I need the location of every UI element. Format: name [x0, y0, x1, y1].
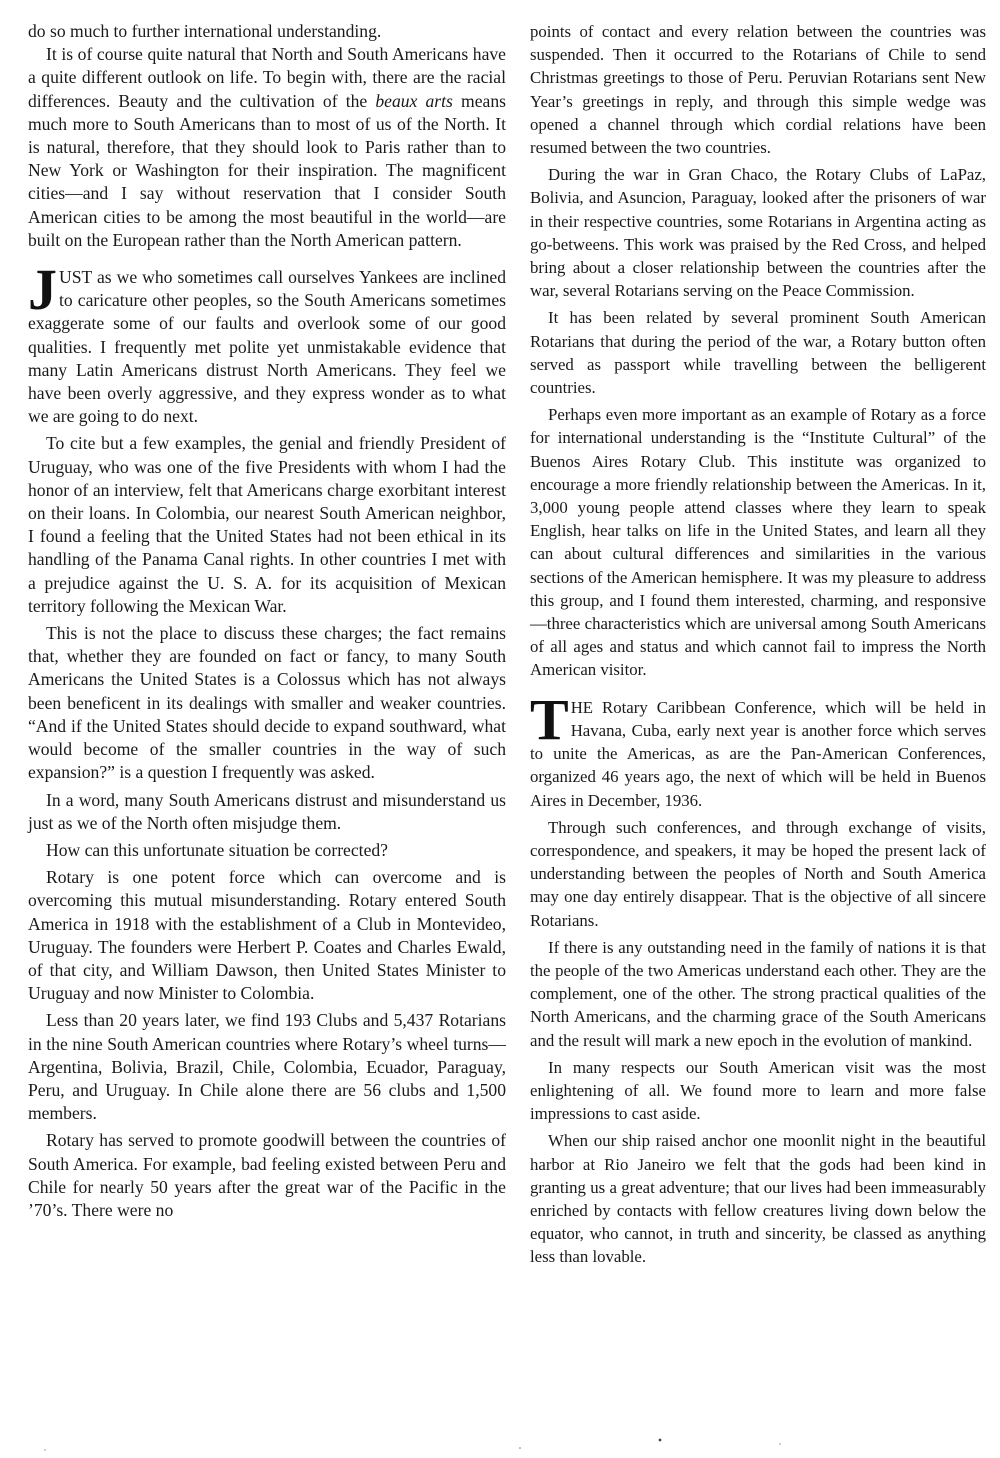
- paragraph: This is not the place to discuss these charges; the fact remains that, whether they are founded on fact or fancy, to many South Americans the United States is a Colossus which has not always been beneficent in its dealings with smaller and weaker countries. “And if the United States should decide to expand southward, what would become of the smaller countries in the way of such expansion?” is a question I frequently was asked.: [28, 623, 506, 783]
- paragraph: When our ship raised anchor one moonlit night in the beautiful harbor at Rio Janeiro we felt that the gods had been kind in granting us a great adventure; that our lives had been immeasurably enriched by contacts with fellow creatures living down below the equator, who cannot, in truth and sincerity, be classed as anything less than lovable.: [530, 1131, 986, 1267]
- right-column: [530, 20, 986, 1269]
- paragraph: To cite but a few examples, the genial and friendly President of Uruguay, who was one of the five Presidents with whom I had the honor of an interview, felt that Americans charge exorbitant interest on their loans. In Colombia, our nearest South American neighbor, I found a feeling that the United States had not been ethical in its handling of the Panama Canal rights. In other countries I met with a prejudice against the U. S. A. for its acquisition of Mexican territory following the Mexican War.: [28, 433, 506, 616]
- text-run: UST as we who sometimes call ourselves Yankees are inclined to caricature other peoples, so the South Americans sometimes exaggerate some of our faults and overlook some of our good qualities. I frequently met polite yet unmistakable evidence that many Latin Americans distrust North Americans. They feel we have been overly aggressive, and they express wonder as to what we are going to do next.: [28, 267, 506, 427]
- drop-cap: T: [530, 686, 569, 752]
- paragraph: It has been related by several prominent South American Rotarians that during the period of the war, a Rotary button often served as passport while travelling between the belligerent countries.: [530, 308, 986, 398]
- text-run: It is of course quite natural that North and South Americans have a quite different outlook on life. To begin with, there are the racial differences. Beauty and the cultivation of the: [28, 44, 506, 111]
- left-column: [28, 20, 506, 1222]
- drop-cap: J: [28, 257, 57, 323]
- paragraph: During the war in Gran Chaco, the Rotary Clubs of LaPaz, Bolivia, and Asuncion, Paraguay, looked after the prisoners of war in their respective countries, some Rotarians in Argentina acting as go-betweens. This work was praised by the Red Cross, and helped bring about a closer relationship between the countries after the war, several Rotarians serving on the Peace Commission.: [530, 165, 986, 301]
- paragraph: Rotary is one potent force which can overcome and is overcoming this mutual misunderstanding. Rotary entered South America in 1918 with the establishment of a Club in Montevideo, Uruguay. The founders were Herbert P. Coates and Charles Ewald, of that city, and William Dawson, then United States Minister to Uruguay and now Minister to Colombia.: [28, 867, 506, 1004]
- text-run: HE Rotary Caribbean Conference, which will be held in Havana, Cuba, early next year is another force which serves to unite the Americas, as are the Pan-American Conferences, organized 46 years ago, the next of which will be held in Buenos Aires in December, 1936.: [530, 697, 986, 810]
- paragraph: Through such conferences, and through exchange of visits, correspondence, and speakers, it may be hoped the present lack of understanding between the peoples of North and South America may one day entirely disappear. That is the objective of all sincere Rotarians.: [530, 817, 986, 930]
- section-paragraph: [530, 686, 986, 812]
- paragraph: Perhaps even more important as an example of Rotary as a force for international understanding is the “Institute Cultural” of the Buenos Aires Rotary Club. This institute was organized to encourage a more friendly relationship between the Americas. In it, 3,000 young people attend classes where they learn to speak English, hear talks on life in the United States, and learn all they can about cultural differences and similarities in the various sections of the American hemisphere. It was my pleasure to address this group, and I found them interested, charming, and responsive—three characteristics which are universal among South Americans of all ages and status and which cannot fail to impress the North American visitor.: [530, 405, 986, 680]
- text-run: means much more to South Americans than to most of us of the North. It is natural, therefore, that they should look to Paris rather than to New York or Washington for their inspiration. The magnificent cities—and I say without reservation that I consider South American cities to be among the most beautiful in the world—are built on the European rather than the North American pattern.: [28, 90, 506, 250]
- paragraph: Rotary has served to promote goodwill between the countries of South America. For example, bad feeling existed between Peru and Chile for nearly 50 years after the great war of the Pacific in the ’70’s. There were no: [28, 1130, 506, 1220]
- paragraph: points of contact and every relation between the countries was suspended. Then it occurred to the Rotarians of Chile to send Christmas greetings to those of Peru. Peruvian Rotarians sent New Year’s greetings in reply, and through this simple wedge was opened a channel through which cordial relations have been resumed between the two countries.: [530, 22, 986, 158]
- paragraph: How can this unfortunate situation be corrected?: [46, 839, 388, 860]
- paragraph: In a word, many South Americans distrust and misunderstand us just as we of the North often misjudge them.: [28, 789, 506, 833]
- italic-phrase: beaux arts: [375, 90, 453, 111]
- paragraph: In many respects our South American visit was the most enlightening of all. We found more to learn and more false impressions to cast aside.: [530, 1057, 986, 1124]
- paragraph: Less than 20 years later, we find 193 Clubs and 5,437 Rotarians in the nine South American countries where Rotary’s wheel turns—Argentina, Bolivia, Brazil, Chile, Colombia, Ecuador, Paraguay, Peru, and Uruguay. In Chile alone there are 56 clubs and 1,500 members.: [28, 1010, 506, 1124]
- paragraph: If there is any outstanding need in the family of nations it is that the people of the two Americas understand each other. They are the complement, one of the other. The strong practical qualities of the North Americans, and the charming grace of the South Americans and the result will mark a new epoch in the evolution of mankind.: [530, 937, 986, 1050]
- scan-specks: [0, 1420, 1000, 1458]
- paragraph: do so much to further international understanding.: [28, 21, 382, 41]
- paragraph: [28, 43, 506, 252]
- section-paragraph: [28, 257, 506, 428]
